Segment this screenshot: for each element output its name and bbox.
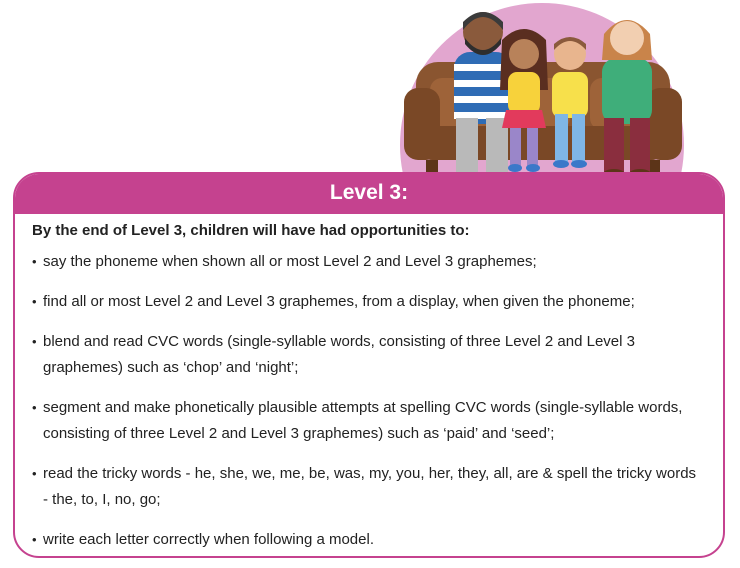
card-title: Level 3: xyxy=(15,174,723,214)
bullet-dot-icon: • xyxy=(32,334,37,349)
bullet-item: • blend and read CVC words (single-syllable words, consisting of three Level 2 and Level 3 graphemes) such as ‘chop’ and ‘night’; xyxy=(32,329,705,381)
bullet-list xyxy=(32,249,705,553)
bullet-item: • read the tricky words - he, she, we, me, be, was, my, you, her, they, all, are & spell the tricky words - the, to, I, no, go; xyxy=(32,461,705,513)
intro-text: By the end of Level 3, children will have had opportunities to: xyxy=(32,222,470,239)
bullet-dot-icon: • xyxy=(32,254,37,269)
bullet-item: • segment and make phonetically plausible attempts at spelling CVC words (single-syllable words, consisting of three Level 2 and Level 3 graphemes) such as ‘paid’ and ‘seed’; xyxy=(32,395,705,447)
bullet-dot-icon: • xyxy=(32,400,37,415)
bullet-item: • write each letter correctly when following a model. xyxy=(32,527,705,553)
bullet-item: • find all or most Level 2 and Level 3 graphemes, from a display, when given the phoneme; xyxy=(32,289,705,315)
bullet-dot-icon: • xyxy=(32,294,37,309)
card-body xyxy=(15,214,723,553)
bullet-item: • say the phoneme when shown all or most Level 2 and Level 3 graphemes; xyxy=(32,249,705,275)
bullet-dot-icon: • xyxy=(32,532,37,547)
level-3-card xyxy=(13,172,725,558)
bullet-dot-icon: • xyxy=(32,466,37,481)
